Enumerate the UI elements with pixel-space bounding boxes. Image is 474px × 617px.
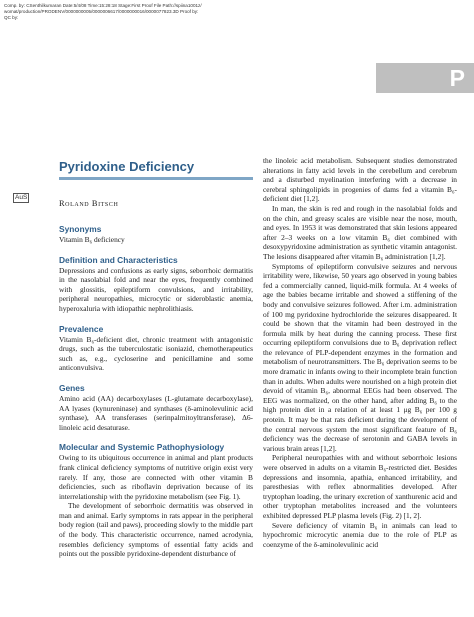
header-line: womat/production/PRODENV/0000000005/0000006617/0000000016/0000077823.3D Proof by: [4, 9, 199, 15]
entry-title: Pyridoxine Deficiency [59, 156, 253, 180]
right-body [263, 156, 457, 549]
header-line: QC by: [4, 15, 19, 21]
section-heading: Genes [59, 382, 85, 393]
section-heading: Definition and Characteristics [59, 254, 178, 265]
author-query-marker: AuS [15, 194, 28, 201]
section-heading: Molecular and Systemic Pathophysiology [59, 442, 225, 453]
paragraph: Vitamin B₆-deficient diet, chronic treatment with antagonistic drugs, such as the tuberculostatic isoniazid, chemotherapeutics such as, e.g., cycloserine and penicillamine and some anticonvulsiva. [59, 334, 253, 373]
paragraph: Vitamin B₆ deficiency [59, 235, 125, 244]
left-body [59, 224, 253, 559]
paragraph: Depressions and confusions as early signs, seborrhoic dermatitis in the nasolabial fold and near the eyes, frequently combined with glossitis, epileptiform convulsions, and irritability, peripheral neuropathies, microcytic or sideroblastic anemia, hyperoxaluria with idiopathic nephrolithiasis. [59, 265, 253, 313]
paragraph: Peripheral neuropathies with and without seborrhoic lesions were observed in adults on a vitamin B₆-restricted diet. Besides depressions and insomnia, apathia, enhanced irritability, and paresthesias with reflex abnormalities developed. After tryptophan loading, the urinary excretion of xanthurenic acid and other tryptophan metabolites increased and the volunteers exhibited depressed PLP plasma levels (Fig. 2) [1, 2]. [263, 453, 457, 520]
header-line: Comp. by: CSenthilkumaran Date:5/4/08 Time:15:28:18 Stage:First Proof File Path://spiina1001z/ [4, 3, 202, 8]
left-column [15, 156, 253, 559]
section-heading: Prevalence [59, 323, 104, 334]
right-column [263, 156, 457, 549]
section-heading: Synonyms [59, 224, 102, 234]
author-row [15, 193, 253, 208]
paragraph: the linoleic acid metabolism. Subsequent studies demonstrated alterations in fatty acid levels in the cerebellum and cerebrum and a disturbed myelination interfering with a decrease in cerebral sphingolipids in progenies of dams fed a vitamin B₆-deficient diet [1,2]. [263, 156, 457, 204]
paragraph: In man, the skin is red and rough in the nasolabial folds and on the chin, and greasy scales are visible near the nose, mouth, and eyes. In 1953 it was demonstrated that skin lesions appeared after 2–3 weeks on a low vitamin B₆ diet combined with desoxypyridoxine administration as synthetic vitamin antagonist. The lesions disappeared after vitamin B₆ administration [1,2]. [263, 203, 457, 261]
paragraph: Owing to its ubiquitous occurrence in animal and plant products frank clinical deficiency symptoms of nutritive origin exist very rarely. If any, those are connected with other vitamin B deficiencies, such as riboflavin deprivation because of its interrelationship with the pyridoxine metabolism (see Fig. 1). [59, 453, 253, 501]
production-header [4, 3, 324, 21]
section-letter: P [449, 65, 465, 91]
author-name: Roland Bitsch [59, 199, 119, 208]
section-tab [376, 63, 474, 93]
paragraph: Severe deficiency of vitamin B₆ in animals can lead to hypochromic microcytic anemia due to the role of PLP as coenzyme of the δ-aminolevulinic acid [263, 520, 457, 549]
paragraph: Symptoms of epileptiform convulsive seizures and nervous irritability were, likewise, 50 years ago observed in young babies fed a commercially canned, liquid-milk formula. At 4 weeks of age the babies became irritable and showed a stiffening of the body and convulsive seizures followed. After i.m. administration of 100 mg pyridoxine hydrochloride the seizures disappeared. It could be shown that the vitamin had been destroyed in the formula milk by heat during the canning process. These first occurring epileptiform convulsions due to B₆ deprivation reflect the relevance of PLP-dependent enzymes in the formation and metabolism of neurotransmitters. The B₆ deprivation seems to be more dramatic in infants owing to their incomplete brain function than in adults. When adults were nourished on a high protein diet devoid of vitamin B₆, abnormal EEGs had been observed. The EEG was normalized, on the other hand, after adding B₆ to the high protein diet in a relation of at least 1 μg B₆ per 100 g protein. It may be that rats deficient during the development of the central nervous system the most significant feature of B₆ deficiency was the decrease of serotonin and GABA levels in various brain areas [1,2]. [263, 261, 457, 453]
paragraph: The development of seborrhoic dermatitis was observed in man and animal. Early symptoms in rats appear in the peripheral body region (tail and paws), proceeding slowly to the middle part of the body. This characteristic occurrence, named acrodynia, resembles deficiency symptoms of essential fatty acids and points out the possible pyridoxine-dependent disturbance of [59, 501, 253, 559]
paragraph: Amino acid (AA) decarboxylases (L-glutamate decarboxylase), AA lyases (kynureninase) and synthases (δ-aminolevulinic acid synthase), AA transferases (serinpalmitoyltransferase), Δ6-linoleic acid desaturase. [59, 393, 253, 432]
